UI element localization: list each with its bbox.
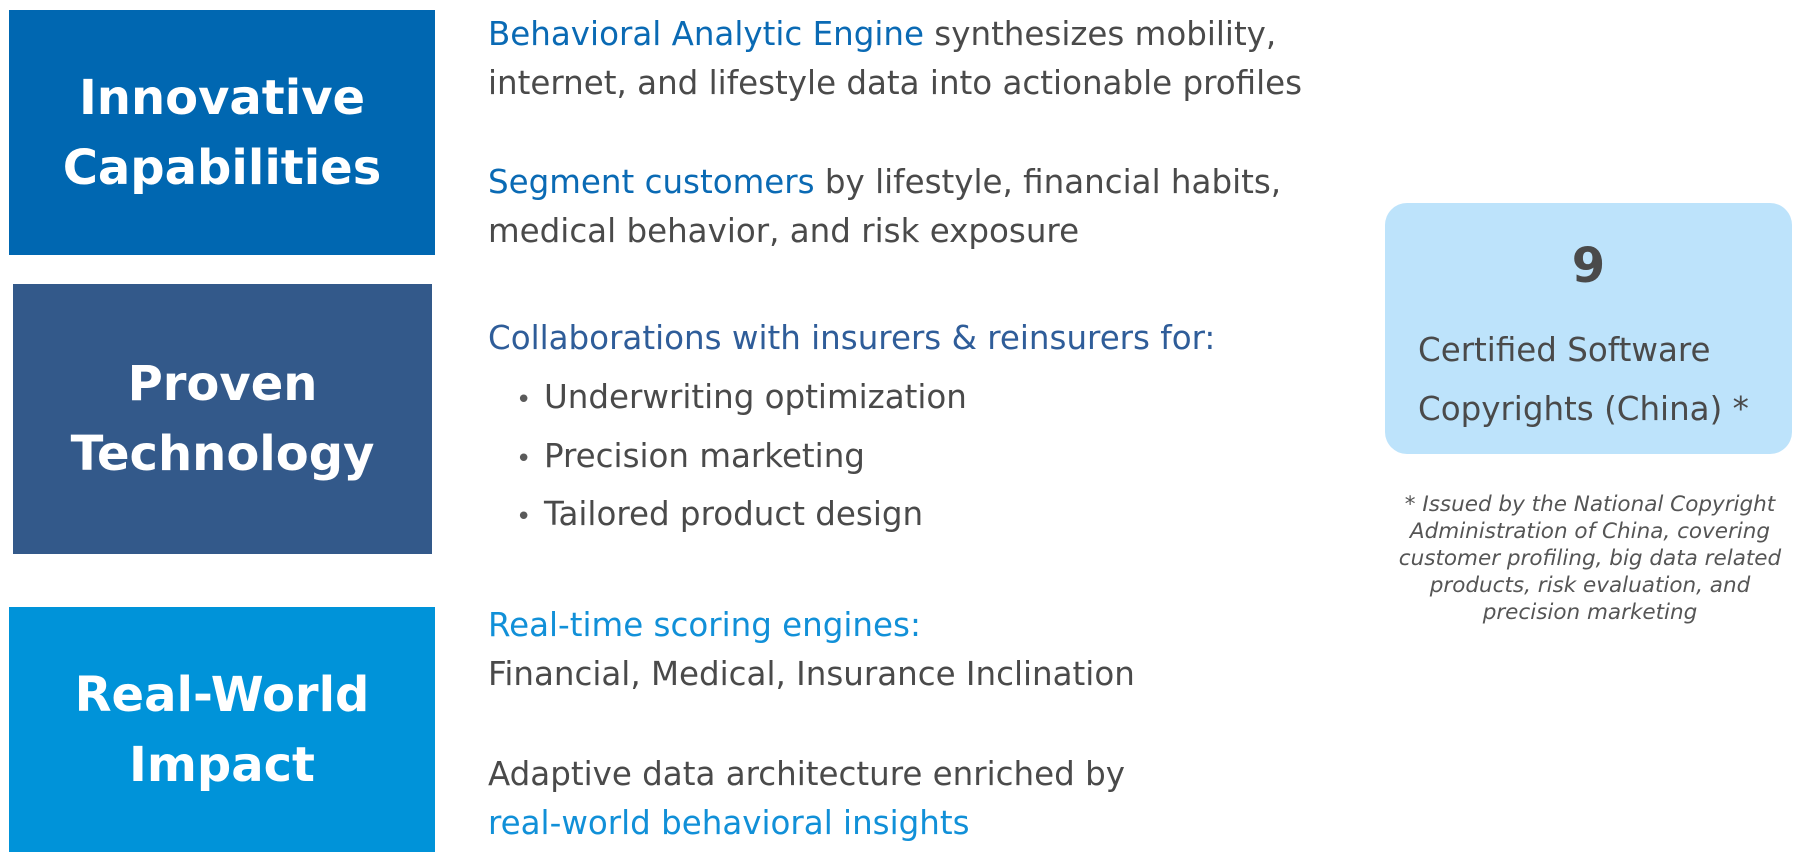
- proven-technology-tile: [13, 284, 432, 554]
- paragraph-line: medical behavior, and risk exposure: [488, 212, 1080, 250]
- scoring-engines-paragraph: [488, 601, 1135, 699]
- list-item: [516, 431, 967, 490]
- paragraph-line: Financial, Medical, Insurance Inclination: [488, 655, 1135, 693]
- bullet-icon: •: [516, 443, 532, 474]
- real-world-impact-tile: [9, 607, 435, 852]
- stat-label-line: Copyrights (China) *: [1418, 390, 1749, 428]
- collaboration-bullet-list: [516, 372, 967, 548]
- paragraph-line: internet, and lifestyle data into actionable profiles: [488, 64, 1303, 102]
- innovative-capabilities-tile: [9, 10, 435, 255]
- footnote-line: products, risk evaluation, and: [1429, 573, 1751, 598]
- stat-number: 9: [1571, 238, 1606, 294]
- highlight-text: Behavioral Analytic Engine: [488, 15, 924, 53]
- highlight-text: Segment customers: [488, 163, 815, 201]
- bullet-icon: •: [516, 502, 532, 532]
- bullet-text: Tailored product design: [544, 495, 924, 533]
- tile-title-line: Real-World: [74, 666, 370, 723]
- copyright-footnote: [1380, 491, 1800, 626]
- tile-title-line: Technology: [70, 426, 375, 482]
- paragraph-line: Adaptive data architecture enriched by: [488, 755, 1125, 793]
- footnote-line: * Issued by the National Copyright: [1404, 492, 1776, 517]
- footnote-line: Administration of China, covering: [1409, 519, 1771, 544]
- footnote-line: customer profiling, big data related: [1398, 546, 1782, 571]
- stat-label: [1418, 321, 1749, 439]
- adaptive-architecture-paragraph: [488, 750, 1125, 848]
- bullet-text: Precision marketing: [544, 436, 865, 475]
- paragraph-text: by lifestyle, financial habits,: [814, 163, 1282, 201]
- tile-title-line: Proven: [127, 356, 318, 412]
- list-item: [516, 489, 967, 548]
- tile-title-line: Capabilities: [62, 139, 382, 196]
- collaborations-heading: Collaborations with insurers & reinsurers for:: [488, 319, 1216, 357]
- copyright-stat-card: [1385, 203, 1792, 454]
- bullet-text: Underwriting optimization: [544, 378, 967, 416]
- list-item: [516, 372, 967, 431]
- paragraph-line: [488, 158, 1281, 207]
- highlight-text: Real-time scoring engines:: [488, 606, 921, 644]
- paragraph-line: [488, 10, 1302, 59]
- segment-customers-paragraph: [488, 158, 1281, 256]
- highlight-text: real-world behavioral insights: [488, 804, 970, 842]
- paragraph-text: synthesizes mobility,: [923, 15, 1277, 53]
- tile-title-line: Innovative: [78, 69, 366, 126]
- footnote-line: precision marketing: [1482, 600, 1698, 625]
- behavioral-engine-paragraph: [488, 10, 1302, 108]
- bullet-icon: •: [516, 385, 532, 415]
- stat-label-line: Certified Software: [1418, 331, 1711, 369]
- tile-title-line: Impact: [128, 736, 315, 793]
